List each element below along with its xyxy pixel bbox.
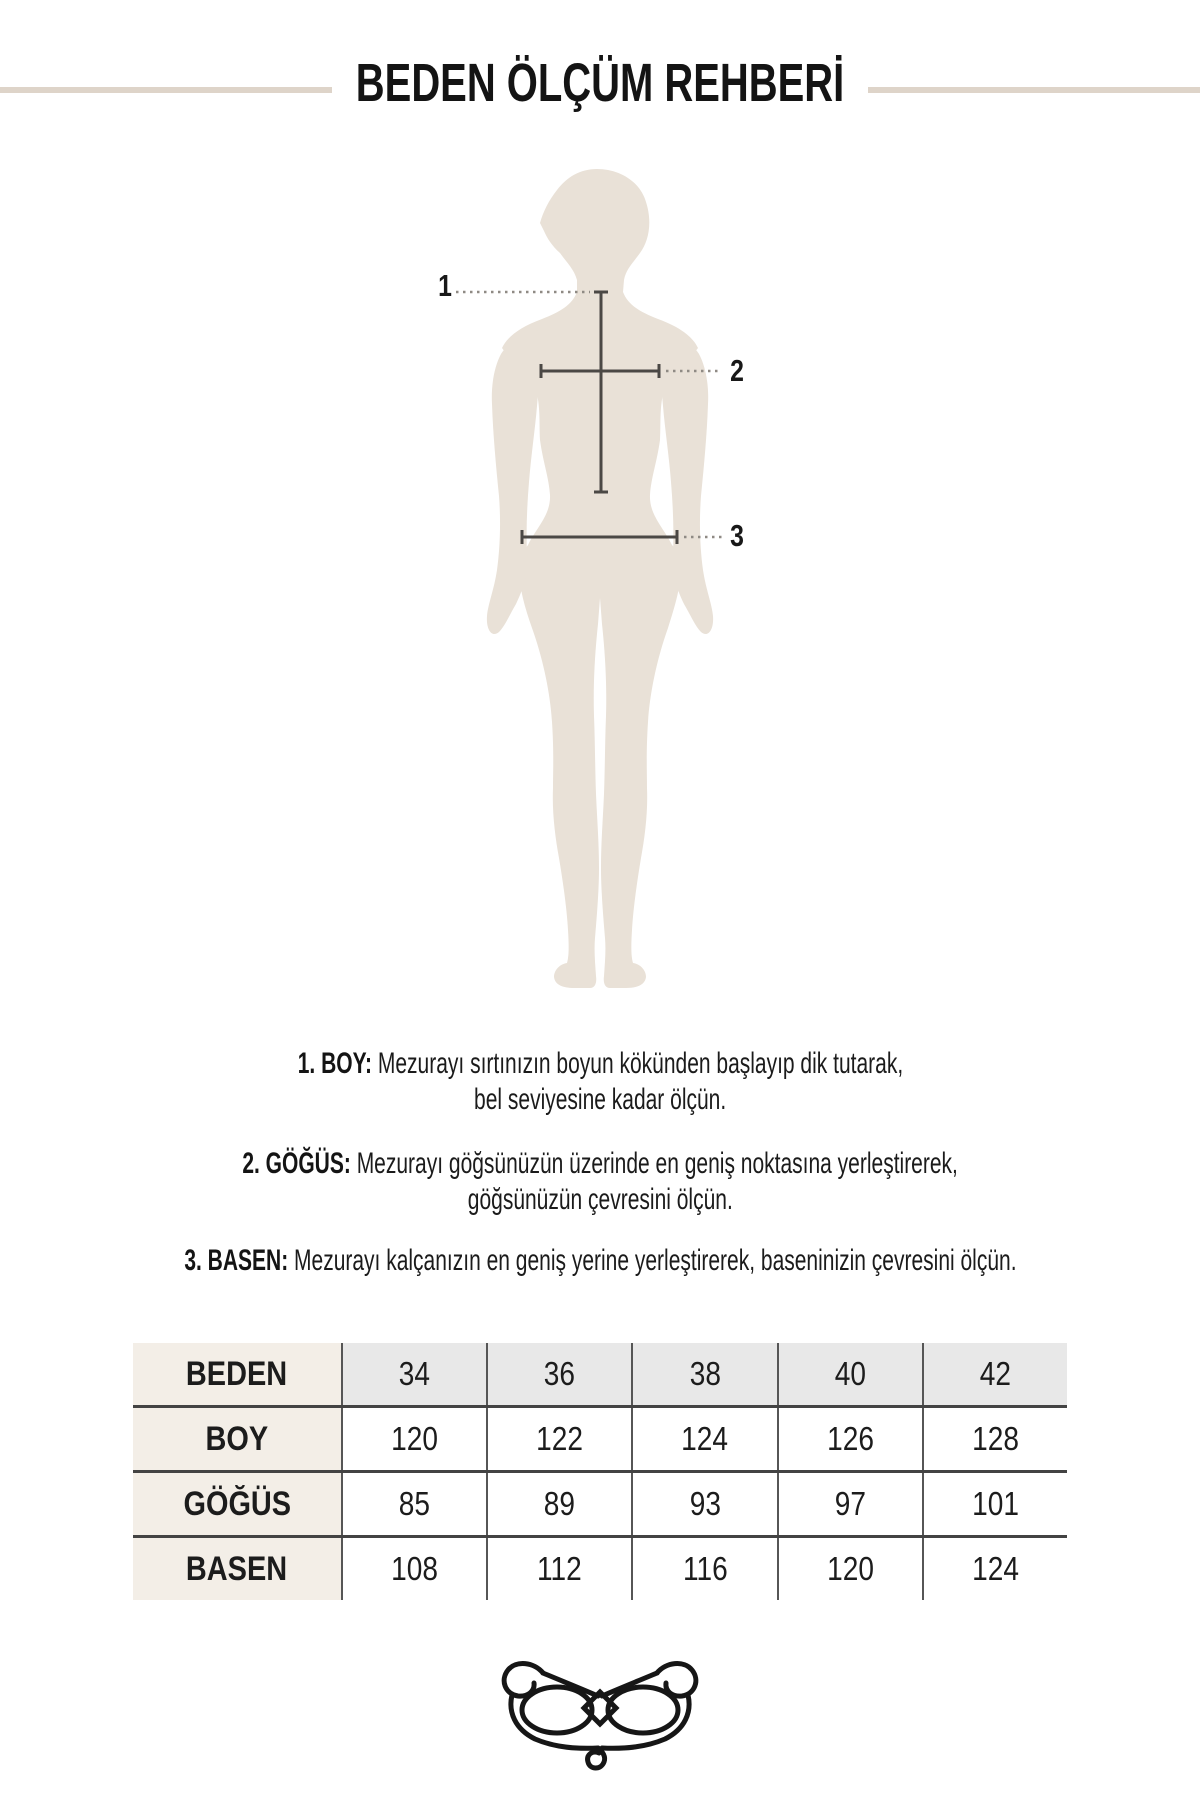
instruction-boy-line2 bbox=[0, 1082, 1200, 1118]
size-col-text: 38 bbox=[689, 1355, 721, 1392]
cell-text: 93 bbox=[689, 1485, 721, 1522]
instruction-gogus bbox=[0, 1146, 1200, 1218]
size-table-header-row bbox=[133, 1343, 1067, 1408]
cell-text: 112 bbox=[537, 1550, 583, 1587]
instruction-boy bbox=[0, 1046, 1200, 1118]
logo-infinity-right bbox=[608, 1687, 678, 1733]
header-label-text: BEDEN bbox=[186, 1354, 288, 1393]
cell-text: 89 bbox=[544, 1485, 576, 1522]
cell-gogus-42 bbox=[922, 1473, 1067, 1535]
cell-basen-40 bbox=[777, 1538, 922, 1600]
cell-text: 124 bbox=[681, 1420, 729, 1457]
size-col-34 bbox=[341, 1343, 486, 1405]
row-label-boy bbox=[133, 1408, 341, 1470]
size-col-42 bbox=[922, 1343, 1067, 1405]
cell-gogus-38 bbox=[631, 1473, 776, 1535]
cell-text: 120 bbox=[391, 1420, 438, 1457]
cell-gogus-40 bbox=[777, 1473, 922, 1535]
cell-text: 108 bbox=[391, 1550, 438, 1587]
logo-bottom-curl bbox=[588, 1748, 605, 1768]
cell-gogus-34 bbox=[341, 1473, 486, 1535]
logo-top-right bbox=[602, 1673, 657, 1696]
cell-text: 120 bbox=[826, 1550, 874, 1587]
size-table bbox=[133, 1343, 1067, 1600]
instruction-gogus-line2 bbox=[0, 1182, 1200, 1218]
size-col-38 bbox=[631, 1343, 776, 1405]
cell-text: 97 bbox=[834, 1485, 866, 1522]
row-label-text: BOY bbox=[205, 1419, 269, 1458]
row-label-text: GÖĞÜS bbox=[183, 1484, 291, 1523]
cell-boy-38 bbox=[631, 1408, 776, 1470]
cell-text: 85 bbox=[398, 1485, 431, 1522]
instruction-basen bbox=[0, 1243, 1200, 1279]
logo-infinity-left bbox=[522, 1687, 592, 1733]
table-row-gogus bbox=[133, 1473, 1067, 1538]
table-row-boy bbox=[133, 1408, 1067, 1473]
size-col-40 bbox=[777, 1343, 922, 1405]
brand-logo-icon bbox=[504, 1664, 696, 1768]
instruction-basen-text: Mezurayı kalçanızın en geniş yerine yerleştirerek, baseninizin çevresini ölçün. bbox=[293, 1244, 1017, 1277]
cell-basen-34 bbox=[341, 1538, 486, 1600]
measure-label-1: 1 bbox=[438, 268, 452, 303]
size-col-36 bbox=[486, 1343, 631, 1405]
instruction-boy-text2: bel seviyesine kadar ölçün. bbox=[473, 1083, 727, 1116]
cell-boy-40 bbox=[777, 1408, 922, 1470]
size-col-text: 36 bbox=[544, 1355, 576, 1392]
cell-boy-36 bbox=[486, 1408, 631, 1470]
cell-text: 124 bbox=[972, 1550, 1019, 1587]
cell-gogus-36 bbox=[486, 1473, 631, 1535]
instruction-gogus-text: Mezurayı göğsünüzün üzerinde en geniş noktasına yerleştirerek, bbox=[356, 1147, 958, 1180]
instruction-boy-text: Mezurayı sırtınızın boyun kökünden başlayıp dik tutarak, bbox=[377, 1047, 903, 1080]
page-title-text: BEDEN ÖLÇÜM REHBERİ bbox=[355, 53, 845, 113]
cell-text: 101 bbox=[972, 1485, 1019, 1522]
instruction-gogus-prefix: 2. GÖĞÜS: bbox=[242, 1147, 351, 1180]
cell-text: 122 bbox=[536, 1420, 584, 1457]
instruction-boy-line1 bbox=[0, 1046, 1200, 1082]
instruction-basen-line1 bbox=[0, 1243, 1200, 1279]
measure-label-2: 2 bbox=[730, 353, 744, 388]
cell-text: 128 bbox=[972, 1420, 1019, 1457]
cell-basen-38 bbox=[631, 1538, 776, 1600]
instruction-boy-prefix: 1. BOY: bbox=[297, 1047, 372, 1080]
cell-boy-34 bbox=[341, 1408, 486, 1470]
cell-text: 116 bbox=[682, 1550, 728, 1587]
cell-basen-36 bbox=[486, 1538, 631, 1600]
instruction-gogus-line1 bbox=[0, 1146, 1200, 1182]
cell-text: 126 bbox=[826, 1420, 874, 1457]
logo-top-left bbox=[543, 1673, 598, 1696]
row-label-gogus bbox=[133, 1473, 341, 1535]
size-col-text: 40 bbox=[834, 1355, 866, 1392]
cell-boy-42 bbox=[922, 1408, 1067, 1470]
size-col-text: 34 bbox=[398, 1355, 431, 1392]
table-row-basen bbox=[133, 1538, 1067, 1600]
cell-basen-42 bbox=[922, 1538, 1067, 1600]
size-table-header-label bbox=[133, 1343, 341, 1405]
measure-label-3: 3 bbox=[730, 518, 744, 553]
row-label-text: BASEN bbox=[186, 1549, 288, 1588]
row-label-basen bbox=[133, 1538, 341, 1600]
size-col-text: 42 bbox=[979, 1355, 1012, 1392]
instruction-gogus-text2: göğsünüzün çevresini ölçün. bbox=[467, 1183, 733, 1216]
instruction-basen-prefix: 3. BASEN: bbox=[183, 1244, 288, 1277]
